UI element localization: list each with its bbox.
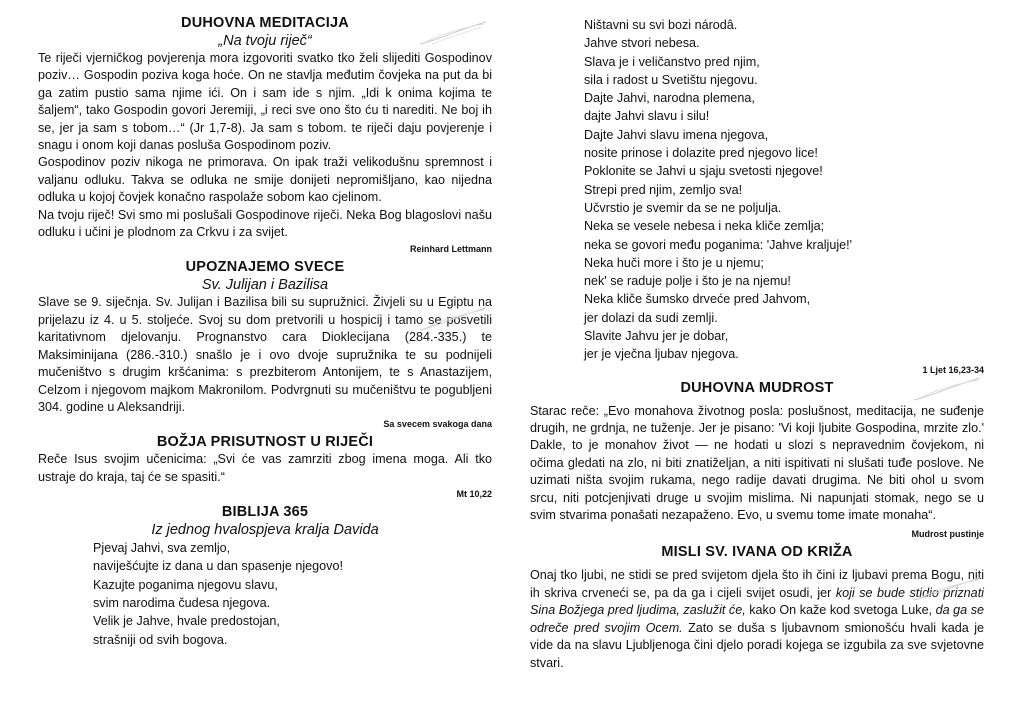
poem-line: nosite prinose i dolazite pred njegovo lice!	[584, 146, 818, 161]
poem-line: Neka kliče šumsko drveće pred Jahvom,	[584, 292, 811, 307]
poem-line: Slavite Jahvu jer je dobar,	[584, 329, 729, 344]
poem-line: strašniji od svih bogova.	[93, 632, 228, 647]
poem-line: jer dolazi da sudi zemlji.	[584, 310, 718, 325]
meditation-paragraph-1: Te riječi vjerničkog povjerenja mora izgovoriti svatko tko želi slijediti Gospodinov poziv… Gospodin poziva koga hoće. On ne stavlja međutim čovjeka na put da bi ga zatim pustio sama njime ići. On i sam ide s njim. „Idi k onima kojima te šaljem“, tako Gospodin govori Jeremiji, „i reci sve ono što ću ti narediti. Ne boj ih se, jer ja sam s tobom…“ (Jr 1,7-8). Ja sam s tobom. te riječi daju povjerenje i snagu i onom koji danas posluša Gospodinom poziv.	[38, 51, 492, 153]
saints-source: Sa svecem svakoga dana	[383, 419, 492, 430]
poem-line: Jahve stvori nebesa.	[584, 36, 700, 51]
poem-line: Slava je i veličanstvo pred njim,	[584, 54, 760, 69]
bible-subtitle: Iz jednog hvalospjeva kralja Davida	[151, 522, 379, 539]
poem-line: Kazujte poganima njegovu slavu,	[93, 577, 278, 592]
poem-line: Neka huči more i što je u njemu;	[584, 255, 764, 270]
poem-line: jer je vječna ljubav njegova.	[584, 347, 739, 362]
poem-line: dajte Jahvi slavu i silu!	[584, 109, 710, 124]
john-title: MISLI SV. IVANA OD KRIŽA	[661, 544, 853, 561]
poem-line: svim narodima čudesa njegova.	[93, 596, 271, 611]
presence-source: Mt 10,22	[456, 489, 492, 500]
right-column	[530, 16, 984, 672]
poem-line: Poklonite se Jahvi u sjaju svetosti njegove!	[584, 164, 823, 179]
presence-title: BOŽJA PRISUTNOST U RIJEČI	[156, 434, 374, 451]
poem-source: 1 Ljet 16,23-34	[922, 364, 984, 375]
poem-line: naviješćujte iz dana u dan spasenje njegovo!	[93, 559, 343, 574]
poem-line: Dajte Jahvi slavu imena njegova,	[584, 127, 769, 142]
john-text-part: Zato se duša s ljubavnom smionošću hvali kada je vide da na slavu Ljubljenoga čini djelo poradi kojega se izgubila za sve svjetovne stvari.	[530, 620, 984, 670]
saints-title: UPOZNAJEMO SVECE	[185, 259, 345, 276]
poem-line: Pjevaj Jahvi, sva zemljo,	[93, 541, 231, 556]
wisdom-source: Mudrost pustinje	[911, 529, 984, 540]
poem-line: Dajte Jahvi, narodna plemena,	[584, 91, 755, 106]
poem-line: nek' se raduje polje i što je na njemu!	[584, 274, 791, 289]
meditation-paragraph-3: Na tvoju riječ! Svi smo mi poslušali Gospodinove riječi. Neka Bog blagoslovi našu odluku i učini je plodnom za Crkvu i za svijet.	[38, 207, 492, 240]
john-text-part: Onaj tko ljubi, ne stidi se pred svijetom djela što ih čini iz ljubavi prema Bogu, niti ih skriva crveneći se, pa da ga i cijeli svijet osudi, jer	[530, 568, 984, 600]
john-paragraph	[530, 567, 984, 671]
poem-line: Strepi pred njim, zemljo sva!	[584, 182, 743, 197]
bible-title: BIBLIJA 365	[221, 504, 309, 521]
left-column	[38, 14, 492, 649]
poem-line: Velik je Jahve, hvale predostojan,	[93, 614, 280, 629]
saints-paragraph: Slave se 9. siječnja. Sv. Julijan i Bazilisa bili su supružnici. Živjeli su u Egiptu na prijelazu iz 4. u 5. stoljeće. Svoj su dom pretvorili u hospicij i tamo se posvetili karitativnom djelovanju. Prognanstvo cara Dioklecijana (284.-335.) te Maksiminijana (286.-310.) snašlo je i ovo dvoje supružnika te su podnijeli mučeništvo s drugim kršćanima: s prezbiterom Antonijem, te s Anastazijem, Celzom i njegovom majkom Makronilom. Podvrgnuti su mučeništvu te pogubljeni 304. godine u Aleksandriji.	[38, 295, 492, 414]
poem-line: Ništavni su svi bozi národâ.	[584, 18, 738, 32]
poem-line: sila i radost u Svetištu njegovu.	[584, 72, 758, 87]
poem-line: Neka se vesele nebesa i neka kliče zemlja;	[584, 219, 825, 234]
meditation-subtitle: „Na tvoju riječ“	[218, 33, 312, 49]
wisdom-title: DUHOVNA MUDROST	[680, 379, 834, 396]
saints-subtitle: Sv. Julijan i Bazilisa	[201, 277, 329, 294]
john-italic-quote: koji se bude stidio priznati Sina Božjega pred ljudima, zaslužit će,	[530, 585, 984, 618]
presence-paragraph: Reče Isus svojim učenicima: „Svi će vas zamrziti zbog imena moga. Ali tko ustraje do kraja, taj će se spasiti.“	[38, 452, 492, 484]
bible-poem-continued	[584, 16, 984, 364]
meditation-paragraph-2: Gospodinov poziv nikoga ne primorava. On ipak traži velikodušnu spremnost i valjanu odluku. Takva se odluka ne smije donijeti nepromišljano, kao nijedna odluka u kojoj čovjek konačno raspolaže sobom kao cjelinom.	[38, 155, 492, 205]
bible-poem	[93, 539, 492, 649]
meditation-title: DUHOVNA MEDITACIJA	[181, 15, 349, 31]
poem-line: Učvrstio je svemir da se ne poljulja.	[584, 200, 782, 215]
meditation-source: Reinhard Lettmann	[409, 244, 492, 255]
wisdom-paragraph: Starac reče: „Evo monahova životnog posla: poslušnost, meditacija, ne suđenje drugih, ne grdnja, ne tuženje. Jer je pisano: 'Vi koji ljubite Gospodina, mrzite zlo.' Dakle, to je monahov život — ne hodati u slozi s nepravednim čovjekom, ni očima gledati na zlo, ni biti znatiželjan, a niti ispitivati ni slušati tuđe poslove. Ne uzimati ništa svojim rukama, nego radije davati drugima. Ne biti ohol u svom srcu, niti potcjenjivati druge u svojim mislima. Ni napunjati stomak, nego se u svim stvarima ponašati nezapaženo. Evo, u svemu tome imate monaha“.	[530, 403, 984, 523]
poem-line: neka se govori među poganima: 'Jahve kraljuje!'	[584, 237, 853, 252]
john-text-part: kako On kaže kod svetoga Luke,	[745, 603, 936, 618]
john-italic-quote: da ga se odreče pred svojim Ocem.	[530, 603, 984, 635]
